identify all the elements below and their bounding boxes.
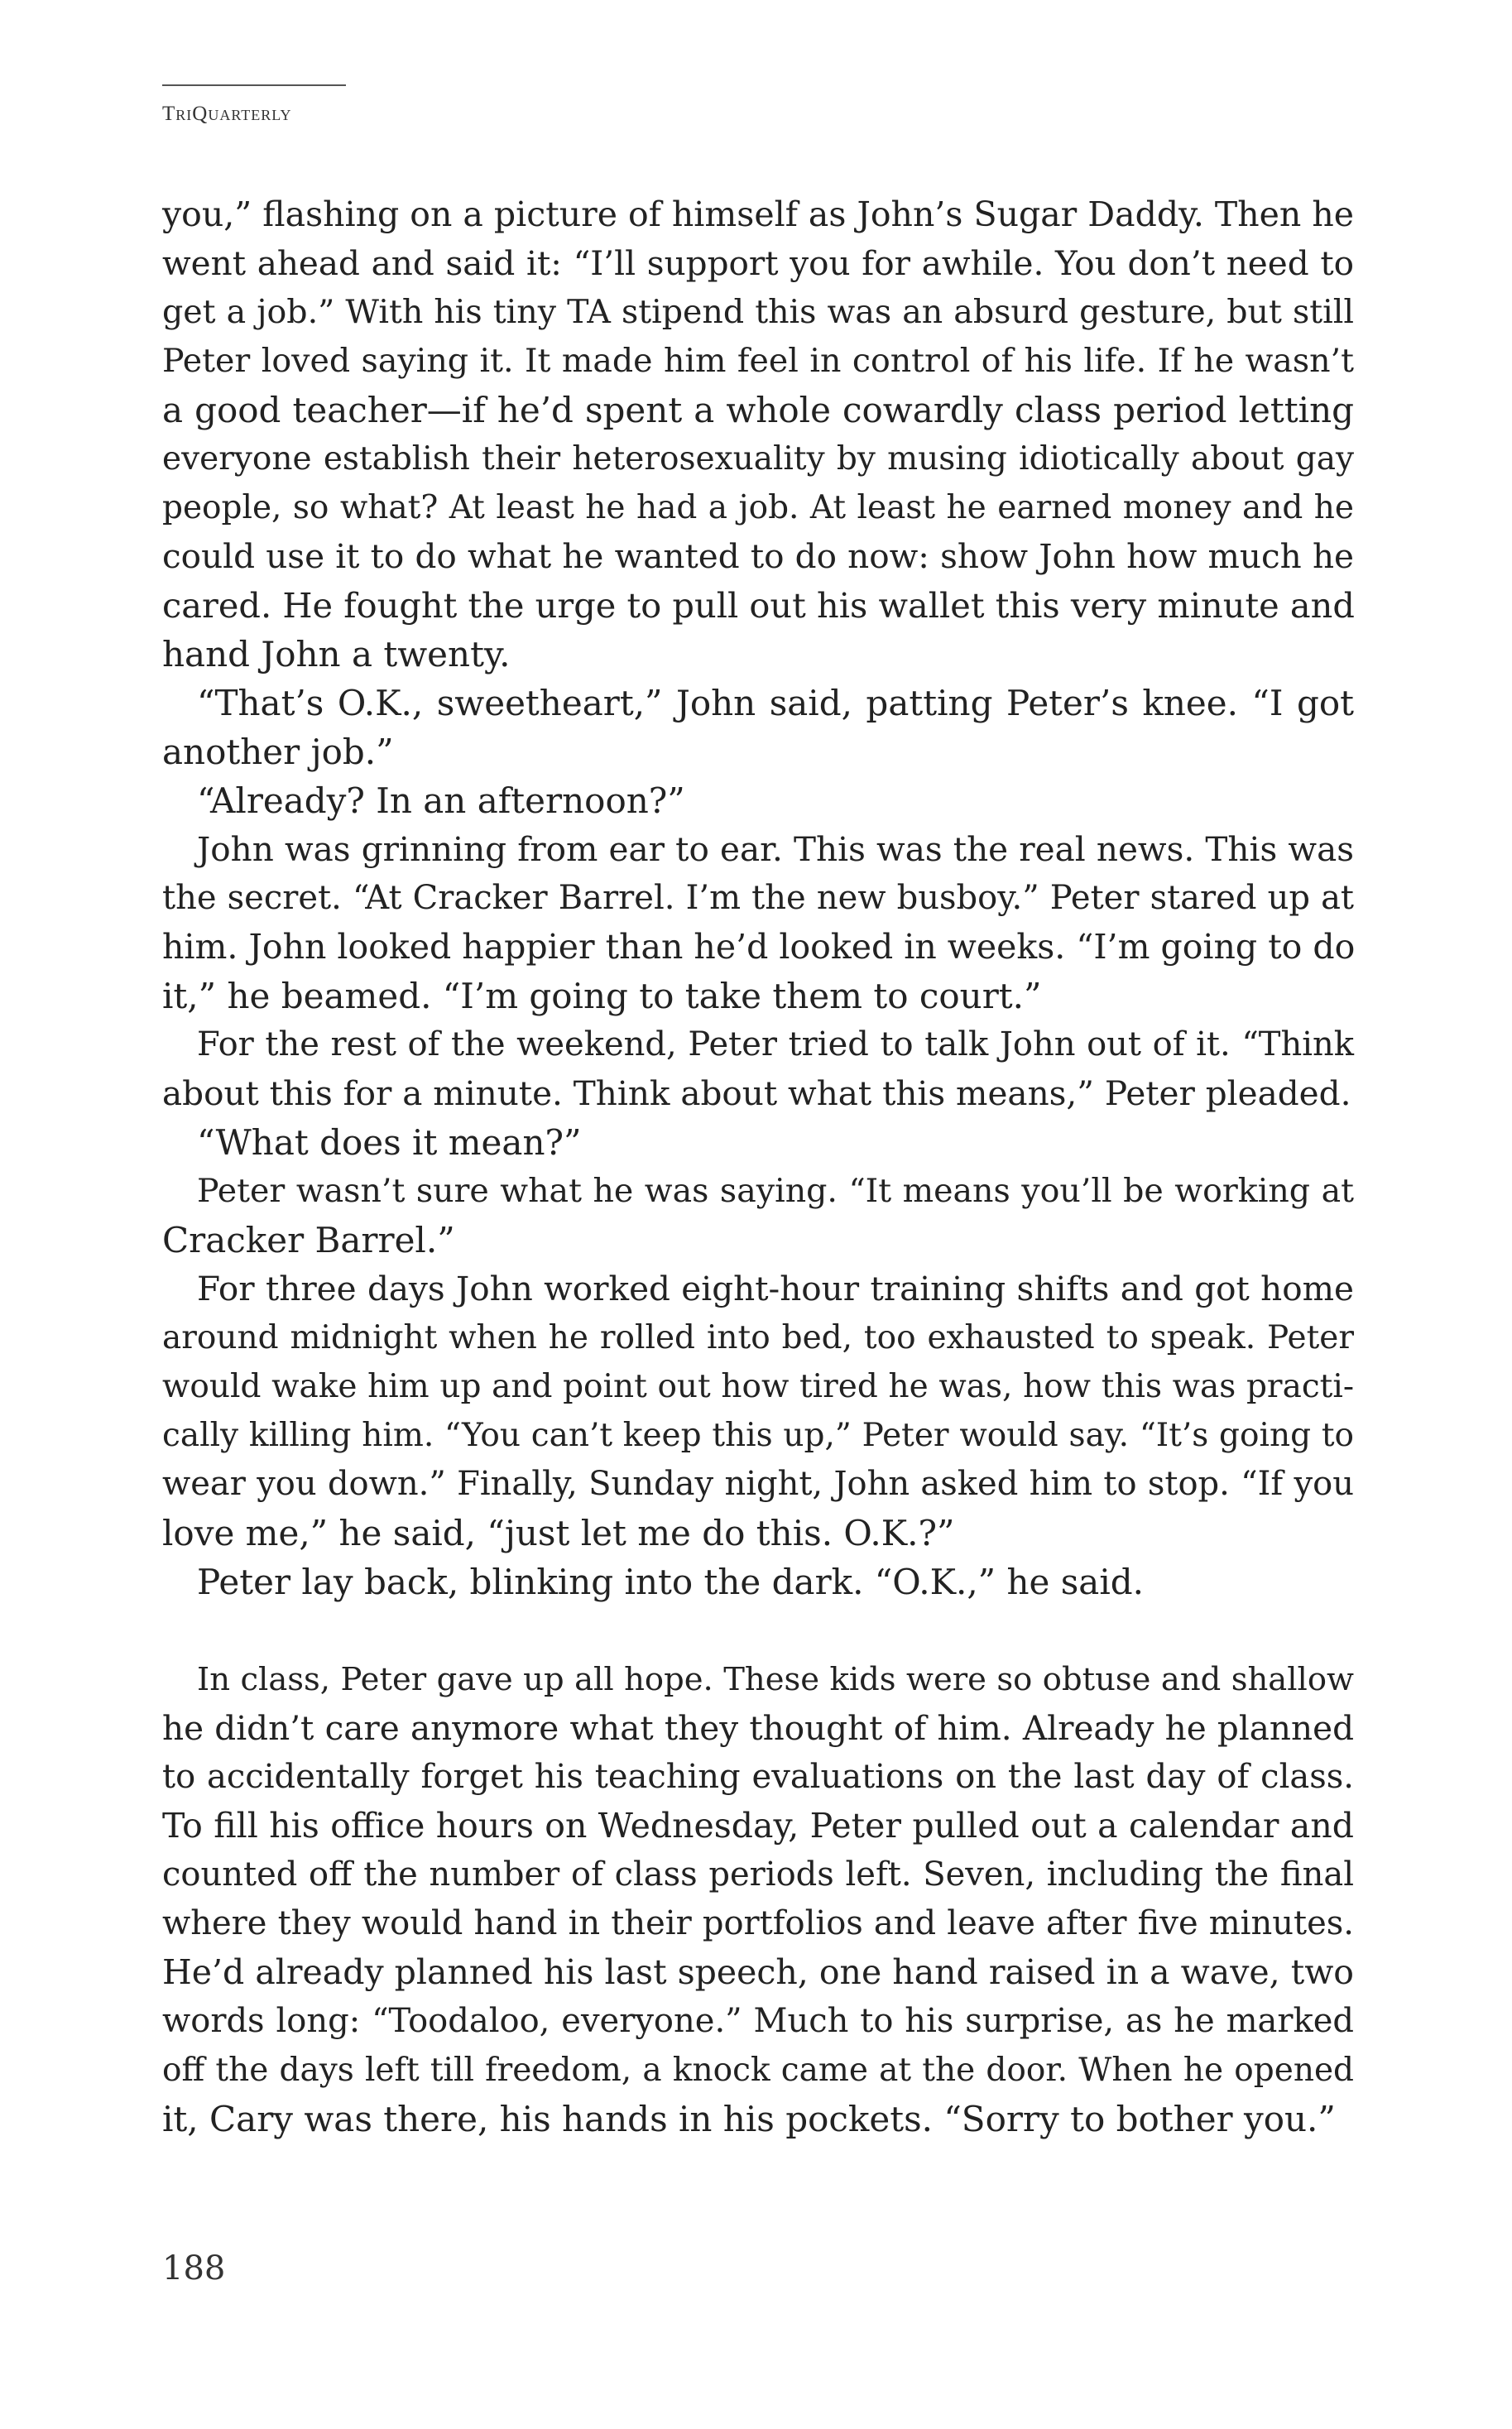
running-head: TriQuarterly (162, 103, 292, 125)
text-line: cally killing him. “You can’t keep this up,” Peter would say. “It’s going to (162, 1417, 1354, 1454)
text-line: “Already? In an afternoon?” (197, 780, 685, 821)
text-line: it,” he beamed. “I’m going to take them to court.” (162, 976, 1042, 1016)
text-line: cared. He fought the urge to pull out his wallet this very minute and (162, 585, 1355, 626)
text-line: off the days left till freedom, a knock came at the door. When he opened (162, 2052, 1354, 2089)
text-line: Peter loved saying it. It made him feel in control of his life. If he wasn’t (162, 342, 1354, 380)
text-line: could use it to do what he wanted to do now: show John how much he (162, 536, 1354, 576)
text-line: about this for a minute. Think about what this means,” Peter pleaded. (162, 1073, 1351, 1113)
page-number: 188 (162, 2249, 226, 2287)
text-line: Cracker Barrel.” (162, 1220, 455, 1260)
text-line: To fill his office hours on Wednesday, Peter pulled out a calendar and (162, 1806, 1354, 1846)
text-line: him. John looked happier than he’d looked in weeks. “I’m going to do (162, 927, 1356, 967)
text-line: a good teacher—if he’d spent a whole cowardly class period letting (162, 390, 1354, 430)
text-line: everyone establish their heterosexuality by musing idiotically about gay (162, 440, 1354, 478)
text-line: people, so what? At least he had a job. At least he earned money and he (162, 489, 1354, 526)
text-line: Peter lay back, blinking into the dark. “O.K.,” he said. (197, 1562, 1145, 1602)
text-line: John was grinning from ear to ear. This was the real news. This was (197, 829, 1354, 869)
text-line: words long: “Toodaloo, everyone.” Much to his surprise, as he marked (162, 2002, 1354, 2040)
text-line: went ahead and said it: “I’ll support you for awhile. You don’t need to (162, 243, 1354, 283)
text-line: Peter wasn’t sure what he was saying. “It means you’ll be working at (197, 1172, 1354, 1210)
text-line: He’d already planned his last speech, one hand raised in a wave, two (162, 1952, 1354, 1992)
text-line: would wake him up and point out how tired he was, how this was practi- (162, 1368, 1354, 1405)
text-line: where they would hand in their portfolios and leave after five minutes. (162, 1904, 1354, 1942)
text-line: get a job.” With his tiny TA stipend this was an absurd gesture, but still (162, 293, 1354, 331)
text-line: wear you down.” Finally, Sunday night, John asked him to stop. “If you (162, 1465, 1354, 1503)
text-line: “What does it mean?” (197, 1122, 582, 1163)
text-line: “That’s O.K., sweetheart,” John said, patting Peter’s knee. “I got (197, 683, 1354, 723)
text-line: In class, Peter gave up all hope. These kids were so obtuse and shallow (197, 1661, 1354, 1698)
text-line: you,” flashing on a picture of himself as John’s Sugar Daddy. Then he (162, 194, 1355, 234)
section-break (162, 1606, 1354, 1655)
text-line: hand John a twenty. (162, 634, 511, 674)
text-line: For three days John worked eight-hour training shifts and got home (197, 1269, 1354, 1308)
text-line: it, Cary was there, his hands in his pockets. “Sorry to bother you.” (162, 2099, 1336, 2139)
text-line: For the rest of the weekend, Peter tried to talk John out of it. “Think (197, 1025, 1354, 1063)
running-head-rule (162, 84, 346, 86)
text-line: another job.” (162, 732, 394, 772)
text-line: to accidentally forget his teaching evaluations on the last day of class. (162, 1758, 1354, 1796)
body-text (162, 190, 1354, 2143)
text-line: the secret. “At Cracker Barrel. I’m the new busboy.” Peter stared up at (162, 879, 1354, 917)
text-line: love me,” he said, “just let me do this. O.K.?” (162, 1513, 955, 1553)
text-line: around midnight when he rolled into bed, too exhausted to speak. Peter (162, 1319, 1354, 1356)
text-line: he didn’t care anymore what they thought of him. Already he planned (162, 1708, 1354, 1748)
text-line: counted off the number of class periods left. Seven, including the final (162, 1855, 1354, 1894)
